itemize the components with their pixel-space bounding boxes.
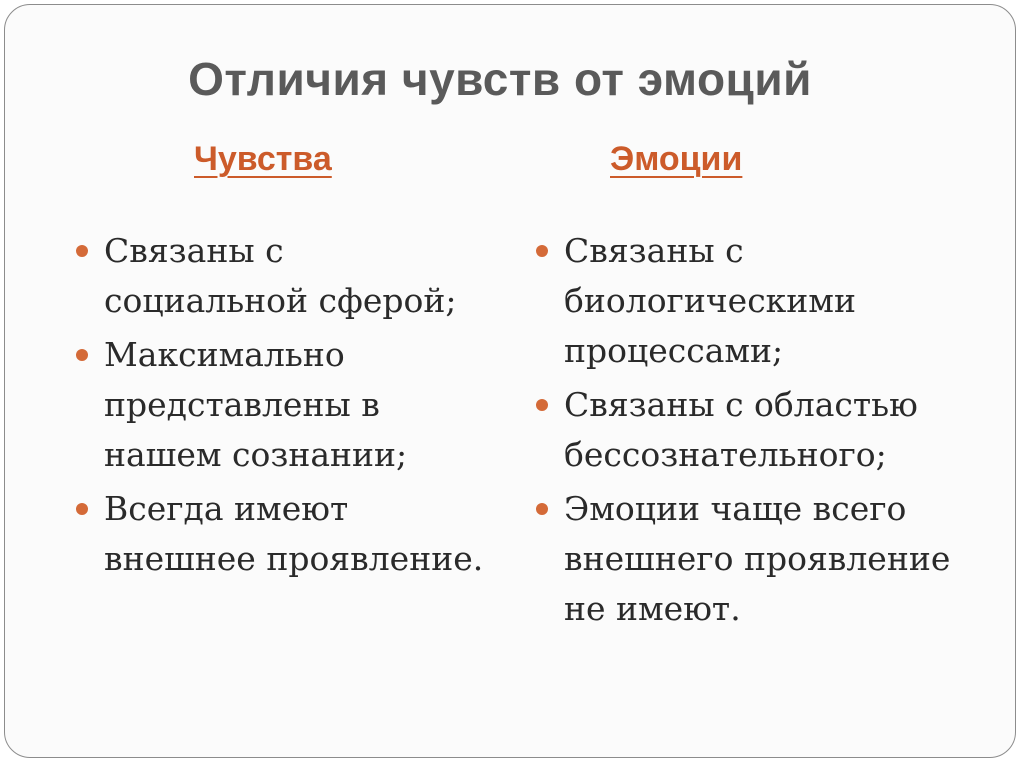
bullet-text-line: не имеют. <box>564 589 741 628</box>
list-item <box>536 226 976 376</box>
bullet-text-line: представлены в <box>104 385 380 424</box>
bullet-dot-icon <box>536 399 548 411</box>
bullet-text-line: Связаны с <box>564 231 744 270</box>
bullet-text-line: Связаны с <box>104 231 284 270</box>
bullet-text-line: внешнего проявление <box>564 539 951 578</box>
bullet-dot-icon <box>536 245 548 257</box>
bullet-text-line: социальной сферой; <box>104 281 457 320</box>
list-item <box>76 226 496 326</box>
bullet-dot-icon <box>76 503 88 515</box>
column-heading-feelings: Чувства <box>194 140 332 178</box>
bullet-text-line: биологическими <box>564 281 856 320</box>
bullet-text-line: Эмоции чаще всего <box>564 489 907 528</box>
list-item <box>76 330 496 480</box>
bullet-dot-icon <box>76 245 88 257</box>
bullet-dot-icon <box>76 349 88 361</box>
list-item <box>536 484 976 634</box>
bullet-text-line: Максимально <box>104 335 345 374</box>
emotions-list <box>536 226 976 638</box>
bullet-text-line: Всегда имеют <box>104 489 349 528</box>
list-item <box>76 484 496 584</box>
bullet-text-line: нашем сознании; <box>104 435 408 474</box>
bullet-dot-icon <box>536 503 548 515</box>
bullet-text-line: процессами; <box>564 331 784 370</box>
feelings-list <box>76 226 496 588</box>
bullet-text-line: бессознательного; <box>564 435 887 474</box>
bullet-text-line: внешнее проявление. <box>104 539 484 578</box>
slide-title: Отличия чувств от эмоций <box>188 53 812 105</box>
list-item <box>536 380 976 480</box>
column-heading-emotions: Эмоции <box>610 140 743 178</box>
bullet-text-line: Связаны с областью <box>564 385 918 424</box>
